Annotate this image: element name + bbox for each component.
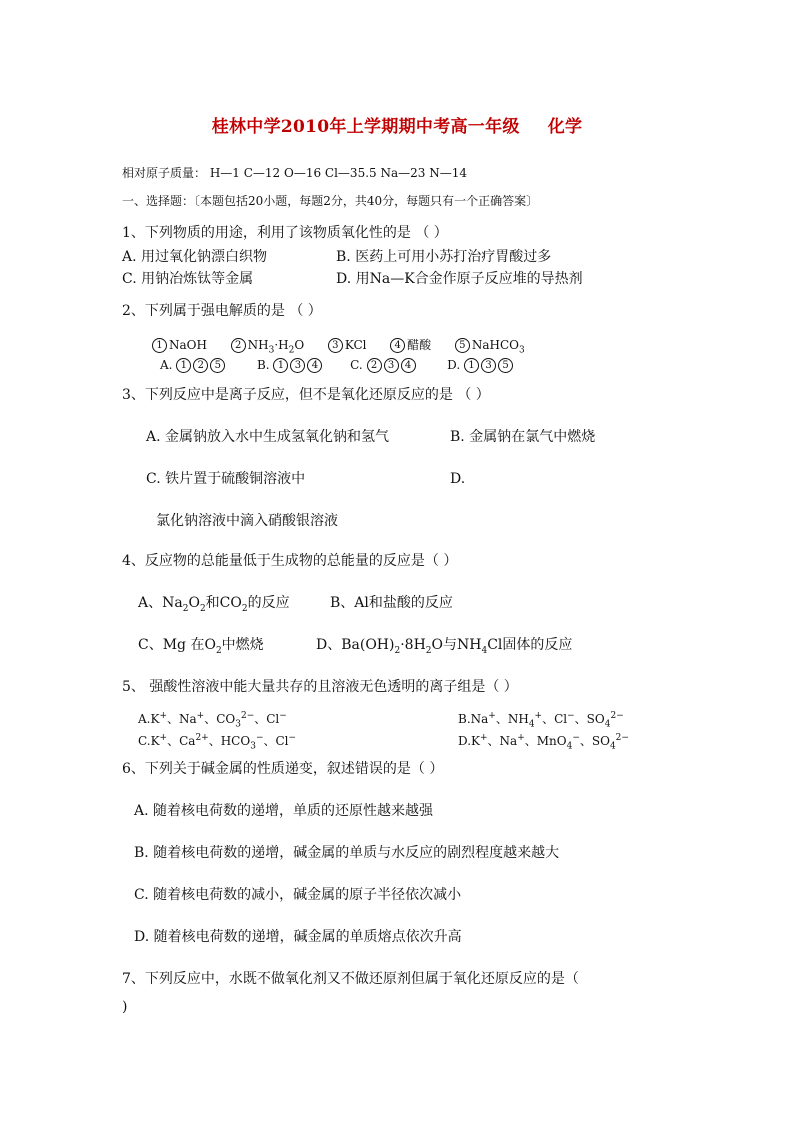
q4-option-a: A、$Na_2O_2$和$CO_2$的反应 (138, 595, 290, 614)
circled-number: 3 (384, 358, 399, 373)
q5-option-a: A.K+、Na+、$CO_3^{2-}$、Cl− (138, 711, 287, 730)
q1-option-d: D. 用Na—K合金作原子反应堆的导热剂 (336, 271, 583, 287)
title-main: 桂林中学2010年上学期期中考高一年级 (211, 117, 520, 137)
q6-stem: 6、下列关于碱金属的性质递变，叙述错误的是（ ） (122, 761, 444, 777)
section-heading: 一、选择题：〔本题包括20小题，每题2分，共40分，每题只有一个正确答案〕 (122, 194, 539, 208)
circled-number: 2 (193, 358, 208, 373)
q2-stem: 2、下列属于强电解质的是 （ ） (122, 303, 322, 319)
q3-stem: 3、下列反应中是离子反应，但不是氧化还原反应的是 （ ） (122, 387, 490, 403)
q2-options (160, 356, 515, 374)
circled-number: 4 (401, 358, 416, 373)
q2-option-a-label: A. (160, 358, 173, 372)
circled-number: 4 (307, 358, 322, 373)
q6-option-b: B. 随着核电荷数的递增，碱金属的单质与水反应的剧烈程度越来越大 (134, 845, 560, 861)
q2-item: NaOH (169, 338, 207, 352)
q5-option-b: B.Na+、$NH_4^+$、Cl−、$SO_4^{2-}$ (458, 711, 624, 730)
q2-item: 醋酸 (407, 338, 432, 352)
q5-stem: 5、 强酸性溶液中能大量共存的且溶液无色透明的离子组是（ ） (122, 679, 518, 695)
q3-option-d-text: 氯化钠溶液中滴入硝酸银溶液 (156, 513, 338, 529)
q1-option-b: B. 医药上可用小苏打治疗胃酸过多 (336, 249, 552, 265)
q2-option-c-label: C. (350, 358, 363, 372)
circled-number: 1 (464, 358, 479, 373)
circled-number: 3 (481, 358, 496, 373)
q2-item: $NH_3\cdot H_2O$ (247, 338, 305, 356)
title-subject: 化学 (547, 117, 583, 137)
q4-stem: 4、反应物的总能量低于生成物的总能量的反应是（ ） (122, 553, 458, 569)
circled-number: 3 (328, 338, 343, 353)
q1-option-c: C. 用钠冶炼钛等金属 (122, 271, 254, 287)
q7-stem: 7、下列反应中，水既不做氧化剂又不做还原剂但属于氧化还原反应的是（ (122, 971, 579, 987)
q4-option-b: B、Al和盐酸的反应 (330, 595, 453, 611)
circled-number: 5 (498, 358, 513, 373)
q2-item: KCl (344, 338, 367, 352)
q7-stem-end: ) (122, 999, 128, 1015)
circled-number: 3 (290, 358, 305, 373)
q6-option-d: D. 随着核电荷数的递增，碱金属的单质熔点依次升高 (134, 929, 462, 945)
q6-option-c: C. 随着核电荷数的减小，碱金属的原子半径依次减小 (134, 887, 462, 903)
q3-option-b: B. 金属钠在氯气中燃烧 (450, 429, 596, 445)
circled-number: 2 (231, 338, 246, 353)
q4-option-d: D、$Ba(OH)_2\cdot 8H_2O$与$NH_4Cl$固体的反应 (316, 637, 573, 656)
circled-number: 1 (176, 358, 191, 373)
atomic-masses: 相对原子质量： H—1 C—12 O—16 Cl—35.5 Na—23 N—14 (122, 166, 467, 180)
q5-option-d: D.K+、Na+、MnO$_4$−、$SO_4^{2-}$ (458, 733, 629, 752)
circled-number: 4 (390, 338, 405, 353)
page-title (0, 112, 794, 137)
q2-item: NaHCO$_3$ (471, 338, 525, 356)
q2-option-d-label: D. (447, 358, 461, 372)
circled-number: 2 (367, 358, 382, 373)
q1-option-a: A. 用过氧化钠漂白织物 (122, 249, 268, 265)
q1-stem: 1、下列物质的用途，利用了该物质氧化性的是 （ ） (122, 225, 448, 241)
q2-option-b-label: B. (256, 358, 270, 372)
q5-option-c: C.K+、$Ca^{2+}$、$HCO_3^-$、Cl− (138, 733, 297, 752)
circled-number: 5 (210, 358, 225, 373)
circled-number: 1 (273, 358, 288, 373)
circled-number: 1 (152, 338, 167, 353)
q6-option-a: A. 随着核电荷数的递增，单质的还原性越来越强 (134, 803, 434, 819)
q2-items (152, 336, 525, 354)
q3-option-d-label: D. (450, 471, 466, 487)
circled-number: 5 (455, 338, 470, 353)
q3-option-c: C. 铁片置于硫酸铜溶液中 (146, 471, 306, 487)
q3-option-a: A. 金属钠放入水中生成氢氧化钠和氢气 (146, 429, 390, 445)
q4-option-c: C、Mg 在$O_2$中燃烧 (138, 637, 264, 656)
